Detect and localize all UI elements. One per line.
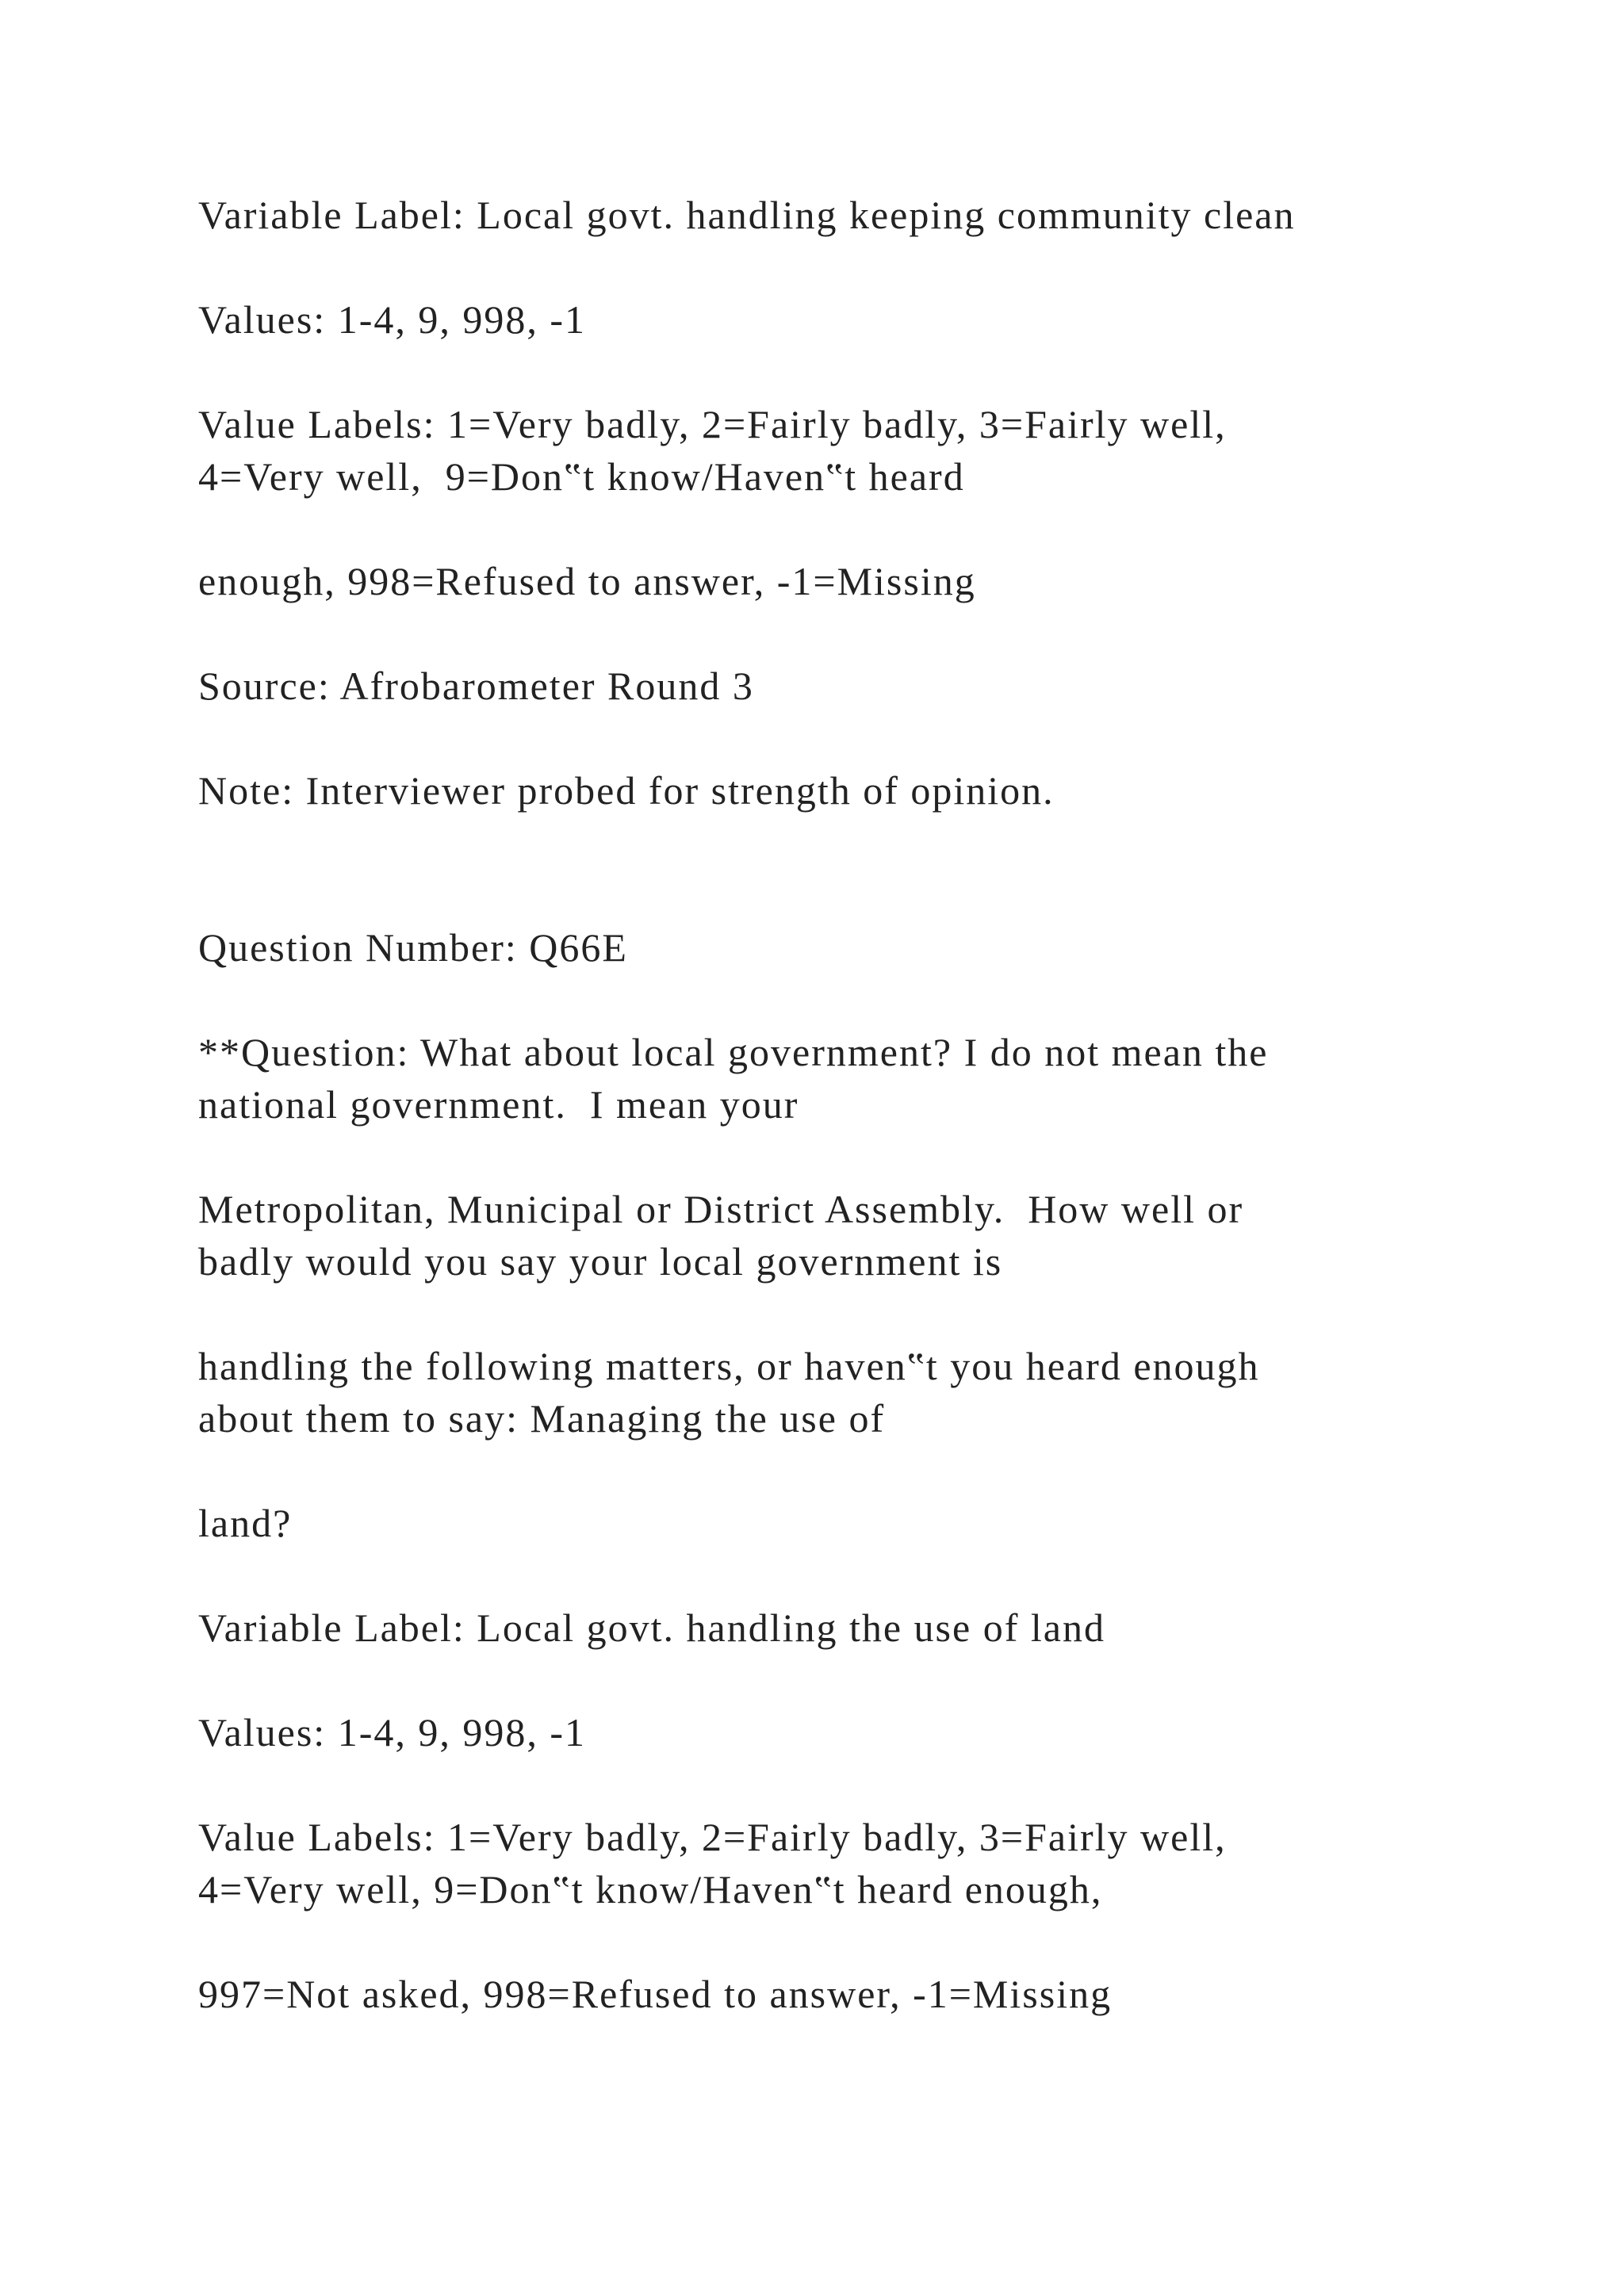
value-labels-continued-paragraph: 997=Not asked, 998=Refused to answer, -1=Missing	[198, 1972, 1113, 2016]
question-text-continued-paragraph: Metropolitan, Municipal or District Assembly. How well or badly would you say your local government is	[198, 1187, 1244, 1284]
value-labels-continued-paragraph: enough, 998=Refused to answer, -1=Missing	[198, 559, 976, 603]
question-text-continued-paragraph: handling the following matters, or haven‟t you heard enough about them to say: Managing the use of	[198, 1344, 1260, 1441]
value-labels-paragraph: Value Labels: 1=Very badly, 2=Fairly badly, 3=Fairly well, 4=Very well, 9=Don‟t know/Haven‟t heard enough,	[198, 1815, 1227, 1911]
source-paragraph: Source: Afrobarometer Round 3	[198, 664, 754, 708]
values-paragraph: Values: 1-4, 9, 998, -1	[198, 297, 586, 342]
document-body	[198, 189, 1515, 2072]
question-text-end-paragraph: land?	[198, 1501, 293, 1545]
variable-label-paragraph: Variable Label: Local govt. handling keeping community clean	[198, 193, 1296, 237]
values-paragraph: Values: 1-4, 9, 998, -1	[198, 1710, 586, 1755]
question-number-paragraph: Question Number: Q66E	[198, 925, 628, 970]
value-labels-paragraph: Value Labels: 1=Very badly, 2=Fairly badly, 3=Fairly well, 4=Very well, 9=Don‟t know/Haven‟t heard	[198, 402, 1227, 499]
variable-label-paragraph: Variable Label: Local govt. handling the use of land	[198, 1605, 1105, 1650]
question-text-paragraph: **Question: What about local government? I do not mean the national government. I mean your	[198, 1030, 1269, 1127]
note-paragraph: Note: Interviewer probed for strength of opinion.	[198, 768, 1055, 813]
